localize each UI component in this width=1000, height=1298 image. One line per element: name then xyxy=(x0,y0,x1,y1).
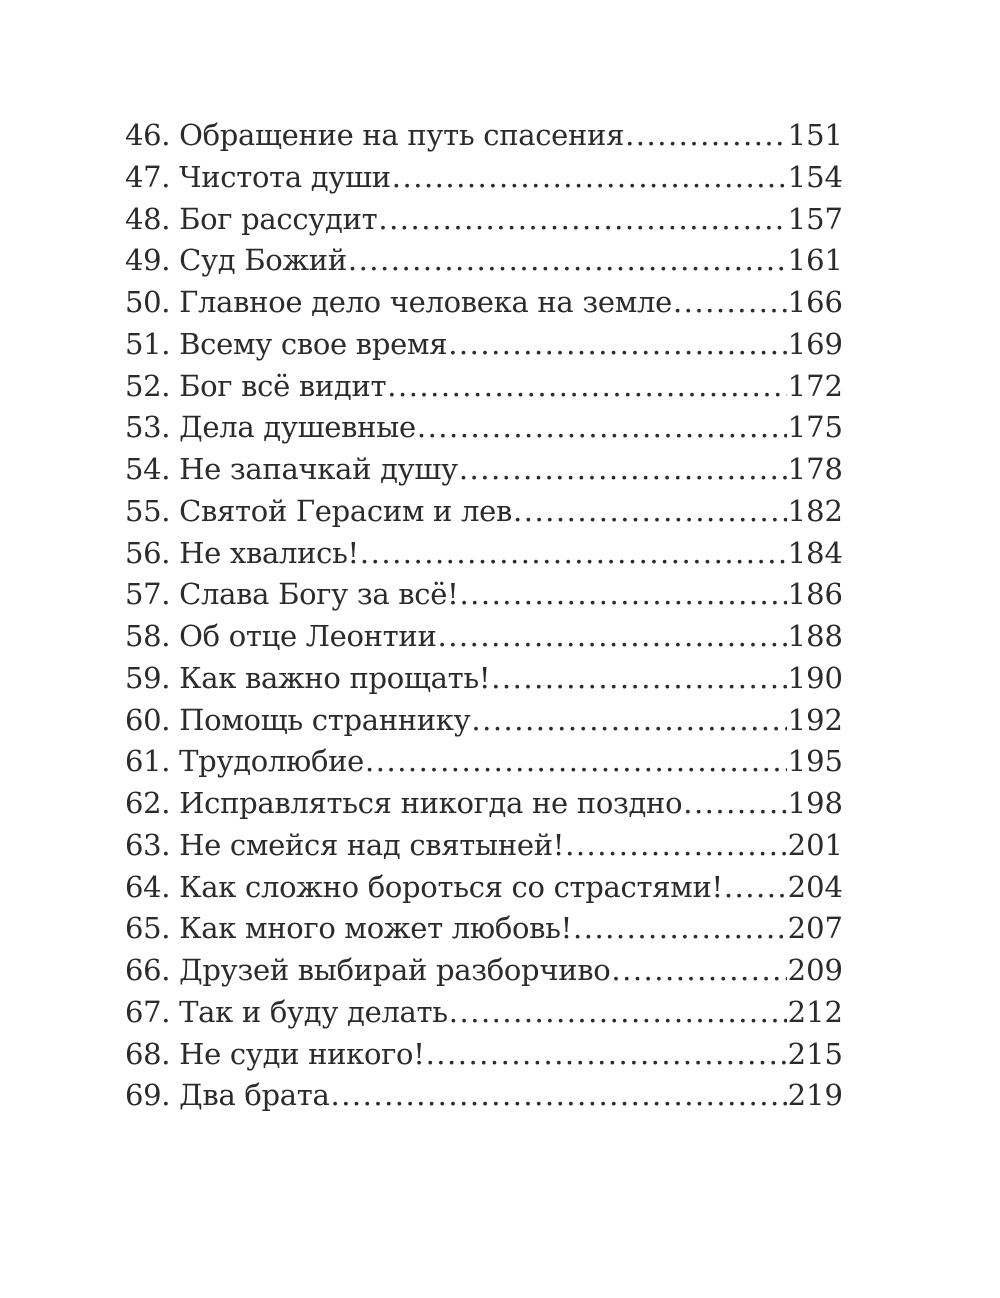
toc-entry xyxy=(125,908,843,950)
toc-entry-title: 52. Бог всё видит xyxy=(125,368,387,403)
toc-entry xyxy=(125,658,843,700)
toc-entry xyxy=(125,115,843,157)
dot-leader xyxy=(491,658,786,700)
toc-entry-page: 166 xyxy=(787,285,843,319)
dot-leader xyxy=(673,282,787,324)
toc-entry-title: 62. Исправляться никогда не поздно xyxy=(125,786,683,820)
toc-entry-page: 198 xyxy=(787,786,843,820)
toc-entry xyxy=(125,407,843,449)
toc-entry-page: 212 xyxy=(787,994,843,1029)
toc-entry-page: 201 xyxy=(787,827,843,862)
toc-entry-title: 50. Главное дело человека на земле xyxy=(125,285,672,319)
toc-entry xyxy=(125,992,843,1034)
toc-entry-title: 65. Как много может любовь! xyxy=(125,911,573,946)
toc-entry-page: 157 xyxy=(787,201,843,236)
toc-entry xyxy=(125,199,843,241)
toc-entry-title: 46. Обращение на путь спасения xyxy=(125,118,625,152)
dot-leader xyxy=(611,950,786,992)
toc-entry-page: 161 xyxy=(787,243,843,278)
toc-entry xyxy=(125,825,843,867)
toc-entry-title: 54. Не запачкай душу xyxy=(125,452,458,486)
dot-leader xyxy=(573,908,787,950)
toc-entry-page: 207 xyxy=(787,911,843,946)
toc-entry-page: 219 xyxy=(787,1078,843,1113)
dot-leader xyxy=(426,1034,787,1076)
toc-entry-title: 48. Бог рассудит xyxy=(125,201,378,236)
toc-entry-title: 67. Так и буду делать xyxy=(125,994,448,1029)
dot-leader xyxy=(348,240,787,282)
dot-leader xyxy=(378,199,786,241)
dot-leader xyxy=(449,992,787,1034)
toc-entry xyxy=(125,240,843,282)
dot-leader xyxy=(724,867,787,909)
toc-entry-page: 209 xyxy=(787,953,843,987)
toc-entry-title: 57. Слава Богу за всё! xyxy=(125,577,459,612)
toc-entry-page: 172 xyxy=(787,368,843,403)
toc-entry-title: 56. Не хвались! xyxy=(125,535,359,570)
toc-entry xyxy=(125,700,843,742)
toc-entry-title: 60. Помощь страннику xyxy=(125,702,471,737)
toc-entry-page: 192 xyxy=(787,702,843,737)
toc-entry xyxy=(125,574,843,616)
dot-leader xyxy=(365,741,787,783)
toc-entry-title: 53. Дела душевные xyxy=(125,410,416,445)
toc-entry-page: 195 xyxy=(787,744,843,779)
toc-entry xyxy=(125,449,843,491)
toc-entry-title: 68. Не суди никого! xyxy=(125,1036,425,1071)
toc-entry-title: 64. Как сложно бороться со страстями! xyxy=(125,869,723,904)
toc-entry xyxy=(125,950,843,992)
dot-leader xyxy=(459,449,787,491)
toc-entry-title: 47. Чистота души xyxy=(125,159,391,194)
toc-entry-page: 186 xyxy=(787,577,843,612)
toc-entry-page: 151 xyxy=(787,118,843,152)
toc-entry xyxy=(125,533,843,575)
dot-leader xyxy=(387,366,786,408)
toc-entry-page: 190 xyxy=(787,660,843,695)
toc-entry-page: 184 xyxy=(787,535,843,570)
toc-entry xyxy=(125,616,843,658)
toc-entry-page: 182 xyxy=(787,493,843,528)
table-of-contents xyxy=(125,115,843,1117)
toc-entry xyxy=(125,324,843,366)
toc-entry-page: 178 xyxy=(787,452,843,486)
dot-leader xyxy=(459,574,786,616)
dot-leader xyxy=(471,700,786,742)
dot-leader xyxy=(392,157,787,199)
toc-entry-page: 154 xyxy=(787,159,843,194)
toc-entry-page: 175 xyxy=(787,410,843,445)
toc-entry xyxy=(125,282,843,324)
toc-entry-title: 63. Не смейся над святыней! xyxy=(125,827,565,862)
dot-leader xyxy=(331,1075,787,1117)
toc-entry-title: 58. Об отце Леонтии xyxy=(125,619,437,653)
toc-entry-title: 51. Всему свое время xyxy=(125,326,448,361)
dot-leader xyxy=(625,115,787,157)
toc-entry xyxy=(125,867,843,909)
toc-entry-title: 55. Святой Герасим и лев xyxy=(125,493,513,528)
toc-entry xyxy=(125,1075,843,1117)
toc-entry-page: 188 xyxy=(787,619,843,653)
dot-leader xyxy=(437,616,786,658)
toc-entry-title: 59. Как важно прощать! xyxy=(125,660,491,695)
toc-entry xyxy=(125,366,843,408)
toc-entry-page: 215 xyxy=(787,1036,843,1071)
toc-entry-title: 66. Друзей выбирай разборчиво xyxy=(125,953,611,987)
dot-leader xyxy=(360,533,787,575)
toc-entry-page: 204 xyxy=(787,869,843,904)
dot-leader xyxy=(513,491,787,533)
toc-entry xyxy=(125,1034,843,1076)
toc-entry-title: 49. Суд Божий xyxy=(125,243,347,278)
dot-leader xyxy=(565,825,787,867)
dot-leader xyxy=(448,324,786,366)
dot-leader xyxy=(417,407,787,449)
toc-entry-title: 69. Два брата xyxy=(125,1078,330,1113)
toc-entry xyxy=(125,741,843,783)
toc-entry xyxy=(125,157,843,199)
toc-entry-title: 61. Трудолюбие xyxy=(125,744,365,779)
toc-entry xyxy=(125,491,843,533)
toc-entry-page: 169 xyxy=(787,326,843,361)
dot-leader xyxy=(683,783,786,825)
toc-entry xyxy=(125,783,843,825)
